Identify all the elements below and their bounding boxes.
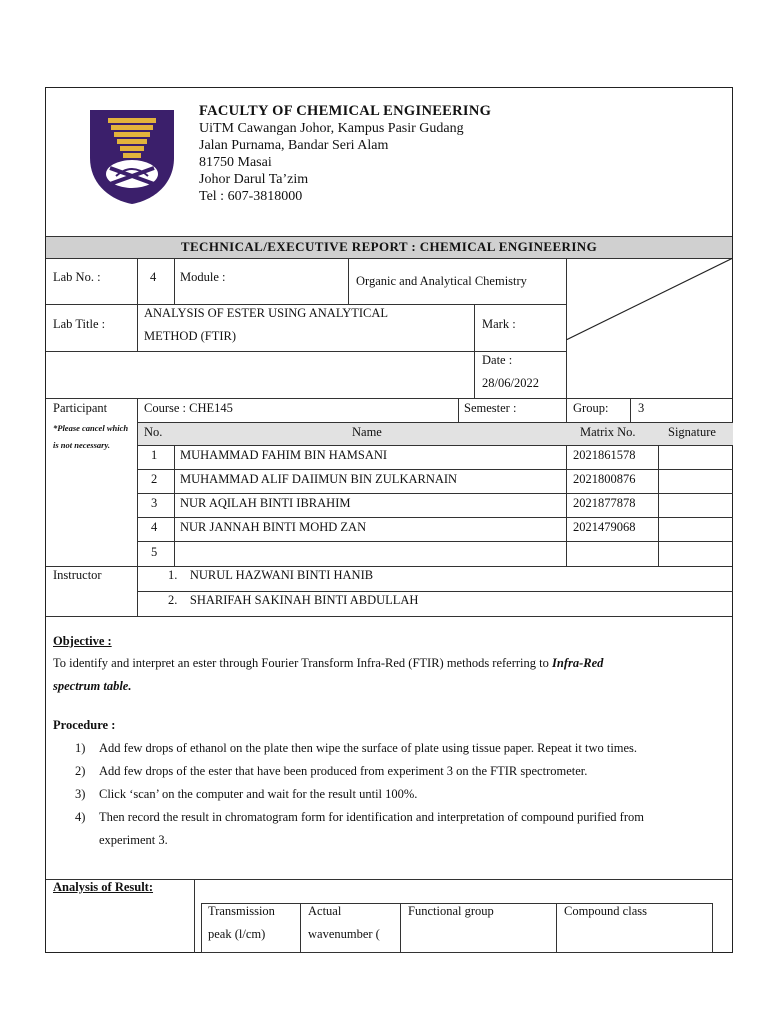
analysis-col-transmission: Transmission [208,904,275,918]
list-item [75,783,725,806]
analysis-col-actual-2: wavenumber ( [308,927,380,941]
list-item [75,760,725,783]
faculty-header [199,103,491,205]
faculty-name: FACULTY OF CHEMICAL ENGINEERING [199,103,492,119]
list-item [75,806,725,829]
analysis-heading: Analysis of Result: [53,880,154,894]
objective-emph-2: spectrum table. [53,679,132,693]
instructor-1: 1. NURUL HAZWANI BINTI HANIB [168,568,374,582]
divider [201,903,202,953]
objective-body: To identify and interpret an ester through Fourier Transform Infra-Red (FTIR) methods referring to [53,656,552,670]
analysis-col-transmission-2: peak (l/cm) [208,927,266,941]
instructor-label: Instructor [53,568,102,582]
lab-no-label: Lab No. : [53,270,101,284]
objective-emph-1: Infra-Red [552,656,604,670]
col-signature: Signature [668,425,716,439]
step-number: 2) [75,764,86,778]
instructor-2: 2. SHARIFAH SAKINAH BINTI ABDULLAH [168,593,419,607]
date-label: Date : [482,353,513,367]
module-value: Organic and Analytical Chemistry [356,274,527,288]
date-value: 28/06/2022 [482,376,539,390]
lab-title-label: Lab Title : [53,317,106,331]
member-matrix: 2021479068 [573,520,636,534]
address-line: UiTM Cawangan Johor, Kampus Pasir Gudang [199,121,464,136]
member-no: 1 [151,448,158,462]
semester-label: Semester : [464,401,517,415]
list-item [75,737,725,760]
group-value: 3 [638,401,645,415]
divider [137,258,138,352]
objective-text [53,652,723,675]
member-matrix: 2021861578 [573,448,636,462]
analysis-col-actual: Actual [308,904,342,918]
step-continuation: experiment 3. [99,833,168,847]
divider [201,952,713,953]
member-no: 2 [151,472,158,486]
divider [458,398,459,422]
course-label: Course : CHE145 [144,401,233,415]
member-name: NUR AQILAH BINTI IBRAHIM [180,496,351,510]
address-line: Johor Darul Ta’zim [199,172,309,187]
member-no: 4 [151,520,158,534]
divider [46,566,732,567]
member-no: 3 [151,496,158,510]
divider [712,903,713,953]
mark-label: Mark : [482,317,516,331]
divider [300,903,301,953]
address-line: 81750 Masai [199,155,272,170]
module-label: Module : [180,270,226,284]
divider [474,304,475,398]
divider [194,879,195,953]
step-number: 4) [75,810,86,824]
step-text: Add few drops of the ester that have been produced from experiment 3 on the FTIR spectrometer. [99,764,588,778]
member-no: 5 [151,545,158,559]
analysis-col-functional-group: Functional group [408,904,494,918]
col-name: Name [352,425,382,439]
mark-diagonal [566,258,733,340]
step-number: 1) [75,741,86,755]
step-number: 3) [75,787,86,801]
divider [400,903,401,953]
group-label: Group: [573,401,609,415]
objective-heading: Objective : [53,634,112,648]
lab-title-line1: ANALYSIS OF ESTER USING ANALYTICAL [144,306,389,320]
member-name: MUHAMMAD FAHIM BIN HAMSANI [180,448,388,462]
divider [46,616,732,617]
member-name: NUR JANNAH BINTI MOHD ZAN [180,520,367,534]
analysis-col-compound-class: Compound class [564,904,647,918]
address-line: Jalan Purnama, Bandar Seri Alam [199,138,389,153]
member-name: MUHAMMAD ALIF DAIIMUN BIN ZULKARNAIN [180,472,458,486]
col-matrix: Matrix No. [580,425,636,439]
telephone: Tel : 607-3818000 [199,189,303,204]
report-title: TECHNICAL/EXECUTIVE REPORT : CHEMICAL ENGINEERING [180,239,598,254]
lab-title-line2: METHOD (FTIR) [144,329,237,343]
member-matrix: 2021800876 [573,472,636,486]
divider [46,236,732,237]
step-text: Add few drops of ethanol on the plate then wipe the surface of plate using tissue paper. Repeat it two times. [99,741,638,755]
procedure-heading: Procedure : [53,718,116,732]
step-text: Click ‘scan’ on the computer and wait for the result until 100%. [99,787,418,801]
divider [630,398,631,422]
col-no: No. [144,425,163,439]
divider [174,258,175,304]
participant-note: *Please cancel which is not necessary. [53,423,129,450]
divider [138,541,733,542]
member-matrix: 2021877878 [573,496,636,510]
divider [556,903,557,953]
participant-label: Participant [53,401,108,415]
uitm-logo [86,106,178,206]
step-text: Then record the result in chromatogram form for identification and interpretation of compound purified from [99,810,644,824]
lab-no-value: 4 [150,270,157,284]
divider [348,258,349,304]
member-table-header [138,423,733,445]
